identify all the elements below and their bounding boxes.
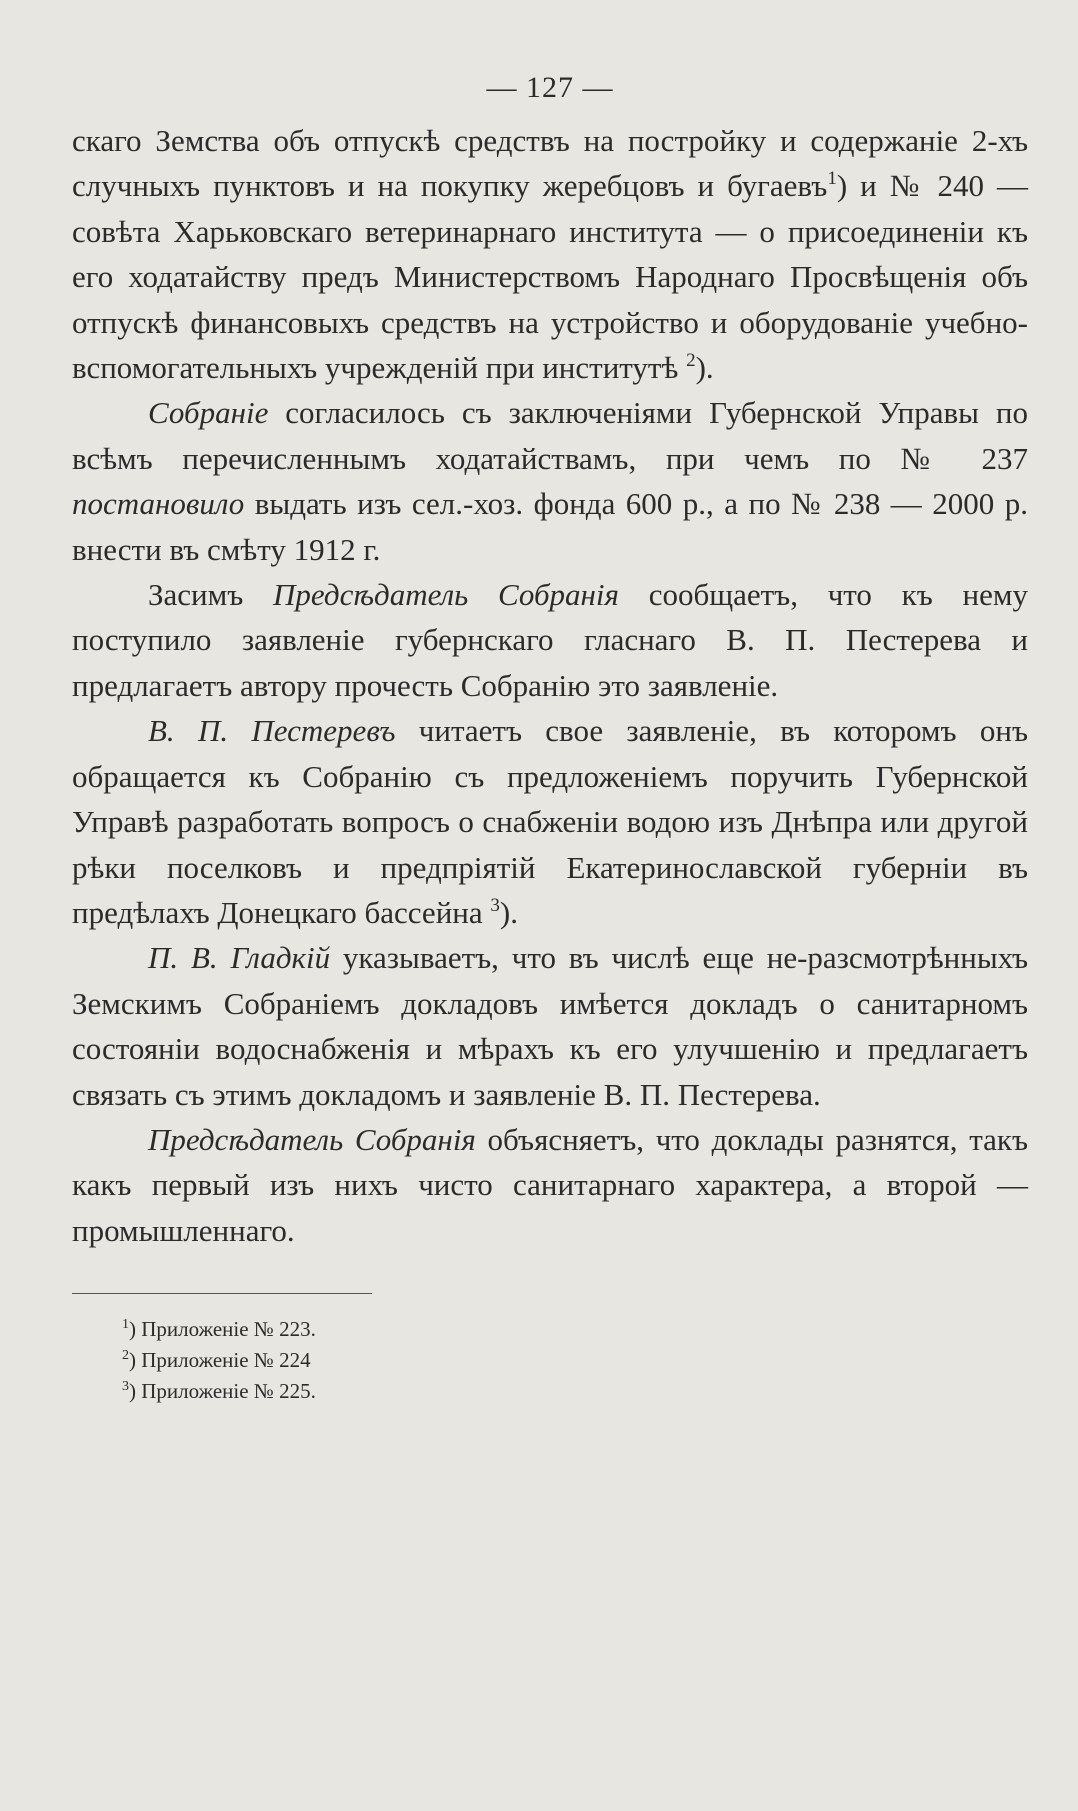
speaker-name: П. В. Гладкій [148,940,331,976]
page-number: — 127 — [486,71,614,104]
speaker-name: В. П. Пестеревъ [148,713,396,749]
paragraph-5: П. В. Гладкій указываетъ, что въ числѣ еще не-разсмотрѣнныхъ Земскимъ Собраніемъ докладовъ имѣется докладъ о санитарномъ состояніи водоснабженія и мѣрахъ къ его улучшенію и предлагаетъ связать съ этимъ докладомъ и заявленіе В. П. Пестерева. [72,940,1029,1112]
emphasis: постановило [72,486,245,522]
speaker-name: Предсѣдатель Собранія [148,1121,476,1157]
paragraph-4: В. П. Пестеревъ читаетъ свое заявленіе, въ которомъ онъ обращается къ Собранію съ предложеніемъ поручить Губернской Управѣ разработать вопросъ о снабженіи водою изъ Днѣпра или другой рѣки поселковъ и предпріятій Екатеринославской губерніи въ предѣлахъ Донецкаго бассейна $^3$). [72,713,1028,930]
paragraph-1: скаго Земства объ отпускѣ средствъ на постройку и содержаніе 2-хъ случныхъ пунктовъ и на покупку жеребцовъ и бугаевъ$^1$) и № 240 — совѣта Харьковскаго ветеринарнаго института — о присоединеніи къ его ходатайству предъ Министерствомъ Народнаго Просвѣщенія объ отпускѣ финансовыхъ средствъ на устройство и оборудованіе учебно-вспомогательныхъ учрежденій при институтѣ $^2$). [72,123,1028,386]
paragraph-6: Предсѣдатель Собранія объясняетъ, что доклады разнятся, такъ какъ первый изъ нихъ чисто санитарнаго характера, а второй — промышленнаго. [72,1121,1028,1248]
paragraph-3: Засимъ Предсѣдатель Собранія сообщаетъ, что къ нему поступило заявленіе губернскаго гласнаго В. П. Пестерева и предлагаетъ автору прочесть Собранію это заявленіе. [72,577,1028,703]
speaker-name: Собраніе [148,395,269,431]
footnotes [72,1314,1028,1407]
footnote-1: $^1$) Приложеніе № 223. [122,1317,316,1342]
footnote-divider [72,1293,372,1294]
footnote-3: $^3$) Приложеніе № 225. [122,1379,316,1404]
paragraph-2: Собраніе согласилось съ заключеніями Губернской Управы по всѣмъ перечисленнымъ ходатайствамъ, при чемъ по № 237 постановило выдать изъ сел.-хоз. фонда 600 р., а по № 238 — 2000 р. внести въ смѣту 1912 г. [72,395,1028,567]
footnote-2: $^2$) Приложеніе № 224 [122,1348,311,1373]
speaker-name: Предсѣдатель Собранія [273,577,619,613]
body-text [72,118,1028,1253]
footnote-ref-3[interactable]: 3 [490,894,500,916]
footnote-ref-2[interactable]: 2 [686,350,696,372]
footnote-ref-1[interactable]: 1 [827,168,837,190]
